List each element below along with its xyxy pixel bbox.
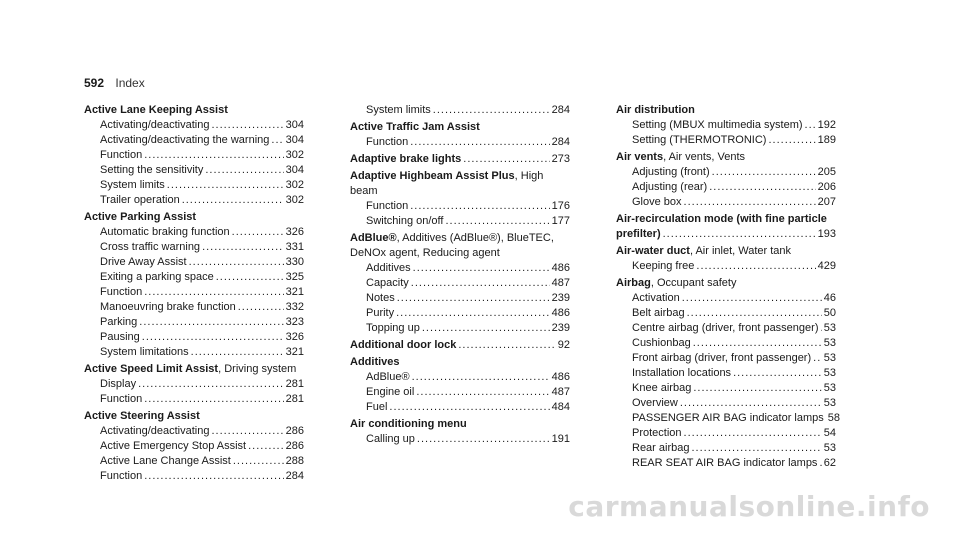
- dot-leader: [189, 255, 284, 270]
- page-ref[interactable]: 302: [285, 149, 304, 161]
- index-subentry[interactable]: [350, 321, 570, 336]
- page-ref[interactable]: 288: [285, 455, 304, 467]
- index-heading[interactable]: Active Speed Limit Assist: [84, 363, 219, 375]
- subentry-label: Glove box: [632, 196, 682, 208]
- index-subentry[interactable]: [84, 118, 304, 133]
- subentry-label: Rear airbag: [632, 442, 690, 454]
- page-ref[interactable]: 281: [285, 393, 304, 405]
- page-ref[interactable]: 239: [551, 292, 570, 304]
- subentry-label: Adjusting (front): [632, 166, 710, 178]
- index-heading[interactable]: Air distribution: [616, 104, 695, 116]
- dot-leader: [805, 118, 816, 133]
- index-heading-line: [350, 355, 570, 370]
- subentry-label: System limitations: [100, 346, 189, 358]
- index-column-2: [350, 103, 570, 447]
- index-entry: [616, 212, 836, 242]
- index-subentry[interactable]: [616, 426, 836, 441]
- index-heading-row[interactable]: [350, 152, 570, 167]
- page-ref[interactable]: 321: [285, 286, 304, 298]
- page-ref[interactable]: 54: [823, 427, 836, 439]
- index-subentry[interactable]: [616, 456, 836, 471]
- index-entry: [616, 244, 836, 274]
- subentry-label: Capacity: [366, 277, 409, 289]
- subentry-label: Manoeuvring brake function: [100, 301, 236, 313]
- dot-leader: [733, 366, 822, 381]
- index-subentry[interactable]: [84, 285, 304, 300]
- dot-leader: [248, 439, 284, 454]
- dot-leader: [411, 276, 550, 291]
- page-ref[interactable]: 53: [823, 322, 836, 334]
- index-heading-continuation: DeNOx agent, Reducing agent: [350, 247, 500, 259]
- subentry-label: Topping up: [366, 322, 420, 334]
- page-ref[interactable]: 192: [817, 119, 836, 131]
- dot-leader: [693, 381, 821, 396]
- dot-leader: [233, 454, 284, 469]
- subentry-label: Overview: [632, 397, 678, 409]
- index-subentry[interactable]: [350, 276, 570, 291]
- page-ref[interactable]: 330: [285, 256, 304, 268]
- index-heading-continuation: beam: [350, 185, 378, 197]
- page-ref[interactable]: 286: [285, 425, 304, 437]
- index-subentry[interactable]: [616, 411, 841, 426]
- page-ref[interactable]: 273: [551, 153, 570, 165]
- subentry-label: Function: [100, 393, 143, 405]
- subentry-label: Belt airbag: [632, 307, 685, 319]
- subentry-label: Active Lane Change Assist: [100, 455, 231, 467]
- index-entry: [616, 276, 841, 471]
- page-ref[interactable]: 486: [551, 371, 570, 383]
- page-ref[interactable]: 53: [823, 397, 836, 409]
- page-ref[interactable]: 304: [285, 164, 304, 176]
- subentry-label: Exiting a parking space: [100, 271, 214, 283]
- subentry-label: Active Emergency Stop Assist: [100, 440, 247, 452]
- dot-leader: [271, 133, 283, 148]
- subentry-label: Function: [366, 200, 409, 212]
- subentry-label: Activation: [632, 292, 680, 304]
- index-subentry[interactable]: [84, 148, 304, 163]
- subentry-label: Function: [366, 136, 409, 148]
- index-subentry[interactable]: [84, 345, 304, 360]
- subentry-label: Display: [100, 378, 137, 390]
- dot-leader: [144, 285, 283, 300]
- subentry-label: Cross traffic warning: [100, 241, 201, 253]
- subentry-label: Keeping free: [632, 260, 695, 272]
- index-subentry[interactable]: [350, 385, 570, 400]
- index-subentry[interactable]: [84, 240, 304, 255]
- page-ref[interactable]: 302: [285, 179, 304, 191]
- index-subentry[interactable]: [616, 321, 836, 336]
- index-subentry[interactable]: [84, 178, 304, 193]
- index-heading-line: [350, 417, 570, 432]
- index-subentry[interactable]: [616, 195, 836, 210]
- index-entry: [84, 362, 304, 407]
- page-ref[interactable]: 206: [817, 181, 836, 193]
- index-heading-line: [350, 169, 570, 184]
- index-subentry[interactable]: [616, 336, 836, 351]
- subentry-label: Trailer operation: [100, 194, 180, 206]
- dot-leader: [216, 270, 284, 285]
- dot-leader: [182, 193, 284, 208]
- subentry-label: AdBlue®: [366, 371, 410, 383]
- watermark: carmanualsonline.info: [568, 490, 930, 523]
- subentry-label: Fuel: [366, 401, 388, 413]
- page-ref[interactable]: 50: [823, 307, 836, 319]
- subentry-label: Notes: [366, 292, 395, 304]
- dot-leader: [691, 441, 821, 456]
- index-subentry[interactable]: [616, 118, 836, 133]
- index-entry: [84, 210, 304, 360]
- page-ref[interactable]: 177: [551, 215, 570, 227]
- index-heading-crossref: , Air vents, Vents: [663, 151, 746, 163]
- page-ref[interactable]: 53: [823, 337, 836, 349]
- index-subentry[interactable]: [84, 255, 304, 270]
- index-subentry[interactable]: [84, 454, 304, 469]
- index-entry: [84, 103, 304, 208]
- subentry-label: Front airbag (driver, front passenger): [632, 352, 812, 364]
- index-heading[interactable]: Air-recirculation mode (with fine particle: [616, 213, 827, 225]
- page-ref[interactable]: 486: [551, 262, 570, 274]
- dot-leader: [397, 291, 550, 306]
- index-heading-crossref: , Additives (AdBlue®), BlueTEC,: [396, 232, 554, 244]
- dot-leader: [680, 396, 822, 411]
- page-ref[interactable]: 281: [285, 378, 304, 390]
- index-entry: [350, 417, 570, 447]
- subentry-label: Function: [100, 470, 143, 482]
- subentry-label: Setting the sensitivity: [100, 164, 204, 176]
- index-subentry[interactable]: [84, 469, 304, 484]
- dot-leader: [709, 180, 815, 195]
- index-heading[interactable]: Air-water duct: [616, 245, 690, 257]
- index-entry: [350, 169, 570, 229]
- index-subentry[interactable]: [616, 381, 836, 396]
- index-heading[interactable]: Air vents: [616, 151, 664, 163]
- subentry-label: Function: [100, 149, 143, 161]
- dot-leader: [684, 426, 822, 441]
- subentry-label: Drive Away Assist: [100, 256, 187, 268]
- index-subentry[interactable]: [84, 424, 304, 439]
- index-heading-row[interactable]: [616, 227, 836, 242]
- page-ref[interactable]: 53: [823, 442, 836, 454]
- page-ref[interactable]: 487: [551, 277, 570, 289]
- index-subentry[interactable]: [84, 225, 304, 240]
- index-column-3: [616, 103, 841, 471]
- subentry-label: Knee airbag: [632, 382, 692, 394]
- dot-leader: [463, 152, 549, 167]
- page-ref[interactable]: 429: [817, 260, 836, 272]
- index-heading-line: [84, 362, 304, 377]
- index-subentry[interactable]: [84, 330, 304, 345]
- index-subentry[interactable]: [616, 351, 836, 366]
- index-subentry[interactable]: [616, 133, 836, 148]
- subentry-label: System limits: [366, 104, 431, 116]
- index-subentry[interactable]: [616, 396, 836, 411]
- subentry-label: System limits: [100, 179, 165, 191]
- index-entry: [616, 150, 836, 210]
- subentry-label: Setting (THERMOTRONIC): [632, 134, 767, 146]
- page-ref[interactable]: 321: [285, 346, 304, 358]
- index-heading: Additional door lock: [350, 339, 457, 351]
- index-subentry[interactable]: [84, 392, 304, 407]
- page-ref[interactable]: 62: [823, 457, 836, 469]
- index-heading: Adaptive brake lights: [350, 153, 462, 165]
- subentry-label: Engine oil: [366, 386, 415, 398]
- dot-leader: [211, 118, 283, 133]
- subentry-label: Activating/deactivating: [100, 119, 210, 131]
- index-subentry[interactable]: [350, 261, 570, 276]
- dot-leader: [820, 321, 821, 336]
- page-ref[interactable]: 53: [823, 367, 836, 379]
- dot-leader: [167, 178, 284, 193]
- index-heading-row[interactable]: [350, 338, 570, 353]
- index-entry: [616, 103, 836, 148]
- dot-leader: [138, 377, 284, 392]
- subentry-label: Automatic braking function: [100, 226, 230, 238]
- subentry-label: Cushionbag: [632, 337, 691, 349]
- page-ref[interactable]: 53: [823, 352, 836, 364]
- subentry-label: Parking: [100, 316, 138, 328]
- dot-leader: [712, 165, 816, 180]
- subentry-label: Centre airbag (driver, front passenger): [632, 322, 819, 334]
- index-heading[interactable]: Active Lane Keeping Assist: [84, 104, 228, 116]
- index-heading[interactable]: AdBlue®: [350, 232, 397, 244]
- page-ref[interactable]: 284: [551, 104, 570, 116]
- dot-leader: [819, 456, 821, 471]
- page-ref[interactable]: 46: [823, 292, 836, 304]
- index-heading[interactable]: Active Parking Assist: [84, 211, 197, 223]
- page-ref[interactable]: 193: [817, 228, 836, 240]
- dot-leader: [412, 370, 550, 385]
- page-ref[interactable]: 302: [285, 194, 304, 206]
- dot-leader: [389, 400, 549, 415]
- dot-leader: [682, 291, 822, 306]
- dot-leader: [202, 240, 284, 255]
- index-heading[interactable]: Active Steering Assist: [84, 410, 200, 422]
- index-heading[interactable]: Airbag: [616, 277, 651, 289]
- page-ref[interactable]: 239: [551, 322, 570, 334]
- index-heading[interactable]: Adaptive Highbeam Assist Plus: [350, 170, 515, 182]
- dot-leader: [458, 338, 555, 353]
- index-heading-crossref: , Driving system: [218, 363, 297, 375]
- index-heading-line: [84, 103, 304, 118]
- dot-leader: [232, 225, 284, 240]
- index-subentry[interactable]: [84, 377, 304, 392]
- index-heading-line: [616, 103, 836, 118]
- index-heading-crossref: , High: [514, 170, 544, 182]
- dot-leader: [410, 199, 549, 214]
- index-heading-line: [616, 212, 836, 227]
- index-subentry[interactable]: [350, 432, 570, 447]
- dot-leader: [422, 321, 550, 336]
- index-subentry[interactable]: [616, 306, 836, 321]
- index-subentry[interactable]: [84, 439, 304, 454]
- subentry-label: Adjusting (rear): [632, 181, 708, 193]
- page-ref[interactable]: 205: [817, 166, 836, 178]
- dot-leader: [144, 469, 283, 484]
- dot-leader: [396, 306, 550, 321]
- index-entry: [350, 231, 570, 336]
- index-subentry[interactable]: [616, 366, 836, 381]
- index-subentry[interactable]: [350, 135, 570, 150]
- subentry-label: Purity: [366, 307, 395, 319]
- dot-leader: [410, 135, 549, 150]
- index-subentry[interactable]: [84, 315, 304, 330]
- subentry-label: REAR SEAT AIR BAG indicator lamps: [632, 457, 818, 469]
- page-ref[interactable]: 487: [551, 386, 570, 398]
- page-ref[interactable]: 325: [285, 271, 304, 283]
- index-subentry[interactable]: [616, 441, 836, 456]
- index-subentry[interactable]: [84, 300, 304, 315]
- subentry-label: Additives: [366, 262, 411, 274]
- page-ref[interactable]: 207: [817, 196, 836, 208]
- index-heading[interactable]: Additives: [350, 356, 400, 368]
- subentry-label: Function: [100, 286, 143, 298]
- page-ref[interactable]: 326: [285, 331, 304, 343]
- index-entry: [350, 338, 570, 353]
- index-subentry[interactable]: [350, 103, 570, 118]
- dot-leader: [191, 345, 284, 360]
- page-ref[interactable]: 332: [285, 301, 304, 313]
- index-subentry[interactable]: [350, 199, 570, 214]
- subentry-label: Setting (MBUX multimedia system): [632, 119, 803, 131]
- dot-leader: [696, 259, 815, 274]
- page-ref[interactable]: 191: [551, 433, 570, 445]
- dot-leader: [684, 195, 816, 210]
- subentry-label: Installation locations: [632, 367, 732, 379]
- index-entry: [350, 120, 570, 150]
- index-heading-line: [350, 231, 570, 246]
- page-ref[interactable]: 176: [551, 200, 570, 212]
- page-number: 592: [84, 76, 105, 90]
- subentry-label: Activating/deactivating: [100, 425, 210, 437]
- page-ref[interactable]: 58: [827, 412, 841, 424]
- page-ref[interactable]: 331: [285, 241, 304, 253]
- index-subentry[interactable]: [84, 133, 304, 148]
- page-ref[interactable]: 284: [551, 136, 570, 148]
- index-subentry[interactable]: [616, 259, 836, 274]
- page-ref[interactable]: 484: [551, 401, 570, 413]
- dot-leader: [687, 306, 822, 321]
- dot-leader: [144, 392, 283, 407]
- index-column-1: [84, 103, 304, 484]
- index-heading[interactable]: Active Traffic Jam Assist: [350, 121, 480, 133]
- dot-leader: [813, 351, 822, 366]
- dot-leader: [445, 214, 549, 229]
- dot-leader: [238, 300, 284, 315]
- index-subentry[interactable]: [350, 400, 570, 415]
- dot-leader: [205, 163, 283, 178]
- index-heading-crossref: , Air inlet, Water tank: [689, 245, 792, 257]
- index-subentry[interactable]: [350, 370, 570, 385]
- page-ref[interactable]: 284: [285, 470, 304, 482]
- index-subentry[interactable]: [350, 214, 570, 229]
- subentry-label: Pausing: [100, 331, 140, 343]
- index-entry: [350, 355, 570, 415]
- index-heading-continuation: prefilter): [616, 228, 661, 240]
- dot-leader: [433, 103, 550, 118]
- dot-leader: [417, 432, 550, 447]
- index-heading-line: [616, 150, 836, 165]
- index-heading-line: [84, 409, 304, 424]
- index-subentry[interactable]: [616, 180, 836, 195]
- index-heading-line: [616, 244, 836, 259]
- index-subentry[interactable]: [616, 291, 836, 306]
- dot-leader: [144, 148, 283, 163]
- page-ref[interactable]: 486: [551, 307, 570, 319]
- dot-leader: [139, 315, 283, 330]
- page-ref[interactable]: 286: [285, 440, 304, 452]
- dot-leader: [211, 424, 283, 439]
- index-subentry[interactable]: [350, 306, 570, 321]
- subentry-label: Protection: [632, 427, 682, 439]
- dot-leader: [416, 385, 549, 400]
- index-subentry[interactable]: [84, 193, 304, 208]
- subentry-label: Calling up: [366, 433, 415, 445]
- index-subentry[interactable]: [84, 163, 304, 178]
- index-entry: [350, 152, 570, 167]
- index-subentry[interactable]: [616, 165, 836, 180]
- index-entry: [84, 409, 304, 484]
- page-ref[interactable]: 92: [557, 339, 570, 351]
- subentry-label: Switching on/off: [366, 215, 444, 227]
- section-title: Index: [115, 76, 145, 90]
- index-heading-line: [84, 210, 304, 225]
- index-heading-line: [616, 276, 836, 291]
- dot-leader: [768, 133, 815, 148]
- index-entry: [350, 103, 570, 118]
- dot-leader: [413, 261, 550, 276]
- index-heading-crossref: , Occupant safety: [650, 277, 737, 289]
- subentry-label: PASSENGER AIR BAG indicator lamps: [632, 412, 824, 424]
- page-ref[interactable]: 53: [823, 382, 836, 394]
- dot-leader: [663, 227, 816, 242]
- page-ref[interactable]: 304: [285, 134, 304, 146]
- index-heading-line: [350, 120, 570, 135]
- index-subentry[interactable]: [84, 270, 304, 285]
- dot-leader: [693, 336, 822, 351]
- index-heading[interactable]: Air conditioning menu: [350, 418, 467, 430]
- dot-leader: [142, 330, 284, 345]
- page-header: [84, 76, 145, 90]
- page-ref[interactable]: 326: [285, 226, 304, 238]
- index-subentry[interactable]: [350, 291, 570, 306]
- page-ref[interactable]: 189: [817, 134, 836, 146]
- page-ref[interactable]: 304: [285, 119, 304, 131]
- subentry-label: Activating/deactivating the warning: [100, 134, 270, 146]
- page-ref[interactable]: 323: [285, 316, 304, 328]
